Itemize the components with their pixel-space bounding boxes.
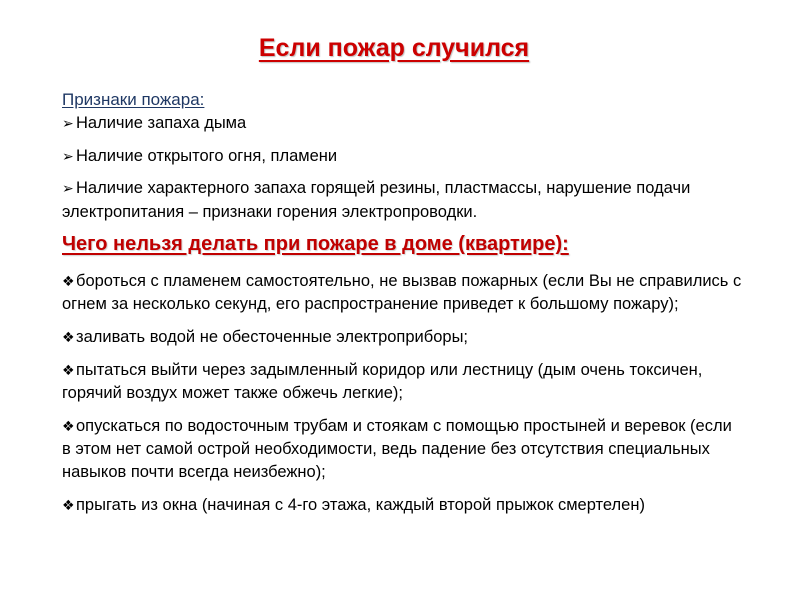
signs-heading: Признаки пожара: bbox=[62, 90, 205, 109]
four-diamonds-icon: ❖ bbox=[62, 418, 75, 434]
four-diamonds-icon: ❖ bbox=[62, 329, 75, 345]
list-item-text: бороться с пламенем самостоятельно, не вызвав пожарных (если Вы не справились с огнем за несколько секунд, его распространение приведет к большому пожару); bbox=[62, 272, 742, 313]
four-diamonds-icon: ❖ bbox=[62, 362, 75, 378]
list-item bbox=[62, 270, 742, 316]
list-item-text: прыгать из окна (начиная с 4-го этажа, каждый второй прыжок смертелен) bbox=[76, 496, 645, 514]
list-item bbox=[62, 359, 742, 405]
donts-heading: Чего нельзя делать при пожаре в доме (квартире): bbox=[62, 233, 569, 255]
four-diamonds-icon: ❖ bbox=[62, 497, 75, 513]
signs-list bbox=[62, 111, 742, 224]
arrow-right-icon: ➢ bbox=[62, 115, 74, 131]
donts-list bbox=[62, 270, 742, 517]
list-item bbox=[62, 176, 742, 224]
list-item-text: пытаться выйти через задымленный коридор или лестницу (дым очень токсичен, горячий воздух может также обжечь легкие); bbox=[62, 361, 703, 402]
arrow-right-icon: ➢ bbox=[62, 148, 74, 164]
list-item-text: Наличие характерного запаха горящей резины, пластмассы, нарушение подачи электропитания – признаки горения электропроводки. bbox=[62, 179, 691, 221]
list-item bbox=[62, 415, 742, 484]
list-item-text: заливать водой не обесточенные электроприборы; bbox=[76, 328, 469, 346]
list-item-text: Наличие запаха дыма bbox=[76, 114, 247, 132]
slide-content bbox=[62, 88, 742, 527]
four-diamonds-icon: ❖ bbox=[62, 273, 75, 289]
list-item bbox=[62, 326, 742, 349]
list-item bbox=[62, 144, 742, 168]
list-item-text: опускаться по водосточным трубам и стоякам с помощью простыней и веревок (если в этом нет самой острой необходимости, ведь падение без отсутствия специальных навыков почти всегда неизбежно); bbox=[62, 417, 732, 481]
list-item bbox=[62, 494, 742, 517]
list-item bbox=[62, 111, 742, 135]
arrow-right-icon: ➢ bbox=[62, 180, 74, 196]
slide-title: Если пожар случился bbox=[258, 34, 530, 62]
list-item-text: Наличие открытого огня, пламени bbox=[76, 147, 338, 165]
